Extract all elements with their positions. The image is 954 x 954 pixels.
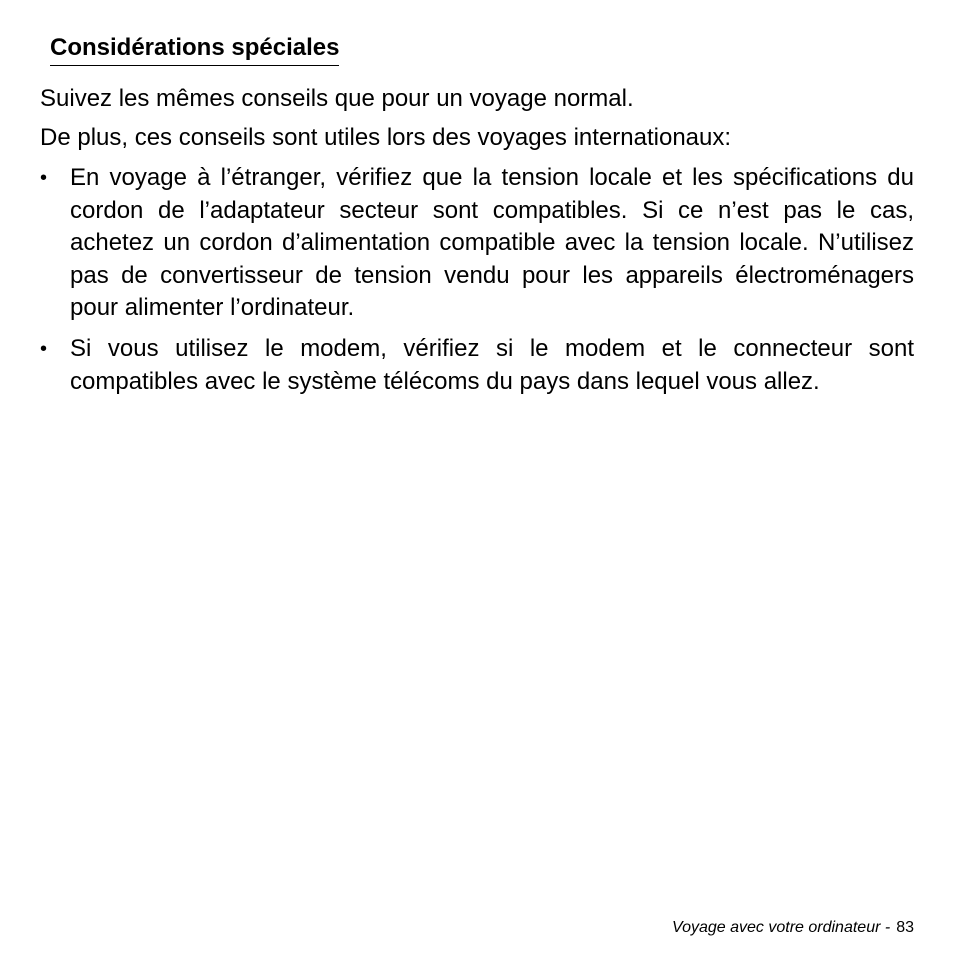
- list-item-modem: [40, 333, 914, 398]
- international-paragraph: De plus, ces conseils sont utiles lors des voyages internationaux:: [40, 124, 732, 151]
- bullet-icon: •: [40, 167, 48, 189]
- intro-paragraph: Suivez les mêmes conseils que pour un voyage normal.: [40, 85, 634, 112]
- list-item-voltage: [40, 162, 914, 325]
- footer-title: Voyage avec votre ordinateur -: [672, 919, 891, 936]
- bullet-icon: •: [40, 337, 48, 360]
- section-heading: Considérations spéciales: [50, 32, 339, 66]
- advice-list: [40, 162, 914, 406]
- list-item-text: Si vous utilisez le modem, vérifiez si le modem et le connecteur sont compatibles avec le système télécoms du pays dans lequel vous allez.: [70, 334, 914, 395]
- page-number: 83: [896, 919, 914, 936]
- list-item-text: En voyage à l’étranger, vérifiez que la tension locale et les spécifications du cordon de l’adaptateur secteur sont compatibles. Si ce n’est pas le cas, achetez un cordon d’alimentation compatible avec la tension locale. N’utilisez pas de convertisseur de tension vendu pour les appareils électroménagers pour alimenter l’ordinateur.: [70, 164, 914, 322]
- page-footer: [672, 918, 914, 938]
